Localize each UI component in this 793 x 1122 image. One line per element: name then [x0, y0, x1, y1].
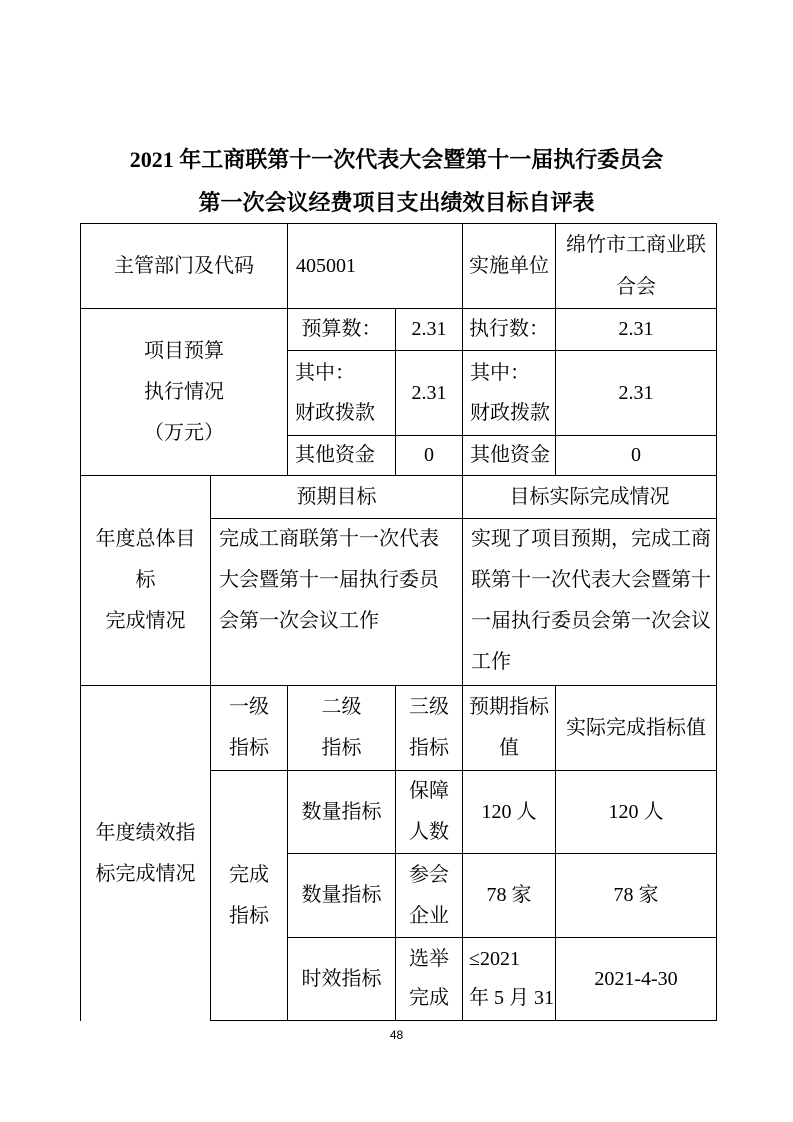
overall-goal-label-cell [80, 475, 211, 686]
actual-goal-header-cell [462, 475, 717, 519]
level2-value: 时效指标 [301, 967, 382, 990]
dept-code-cell [287, 223, 463, 309]
budget-fiscal-value: 2.31 [411, 381, 447, 404]
actual-goal-text: 实现了项目预期，完成工商联第十一次代表大会暨第十一届执行委员会第一次会议工作 [471, 528, 711, 673]
table-row [555, 770, 717, 854]
header-level1: 一级指标 [229, 696, 269, 759]
exec-row-label [462, 308, 556, 351]
expected-goal-header-cell [210, 475, 463, 519]
level2-value: 数量指标 [301, 884, 382, 906]
table-row [462, 770, 556, 854]
header-expected-cell [462, 685, 556, 771]
level3-value: 选举完成 [409, 948, 449, 1009]
impl-label: 实施单位 [469, 254, 549, 277]
exec-row-value [555, 435, 717, 476]
budget-row-label [287, 350, 396, 436]
impl-label-cell [462, 223, 556, 309]
table-row [555, 937, 717, 1021]
expected-value: ≤2021 年 5 月 31 [469, 948, 554, 1009]
overall-goal-label: 年度总体目标 完成情况 [95, 528, 196, 632]
table-row [287, 937, 396, 1021]
header-actual-cell [555, 685, 717, 771]
budget-fiscal-label: 其中： 财政拨款 [295, 362, 375, 424]
exec-row-label [462, 350, 556, 436]
table-row [462, 853, 556, 938]
table-row [395, 937, 463, 1021]
dept-label-cell [80, 223, 288, 309]
exec-other-label: 其他资金 [470, 444, 550, 466]
expected-value: 78 家 [486, 884, 532, 906]
table-row [395, 770, 463, 854]
table-row [555, 853, 717, 938]
header-level1-cell [210, 685, 288, 771]
exec-total-label: 执行数： [469, 318, 549, 340]
header-expected: 预期指标值 [469, 696, 549, 759]
budget-label-cell [80, 308, 288, 476]
header-level3-cell [395, 685, 463, 771]
table-row [395, 853, 463, 938]
level2-value: 数量指标 [301, 800, 382, 823]
budget-row-value [395, 308, 463, 351]
level3-value: 参会企业 [409, 863, 449, 927]
header-level2-cell [287, 685, 396, 771]
page-number: 48 [389, 1028, 404, 1042]
actual-value: 78 家 [613, 884, 659, 906]
budget-row-value [395, 350, 463, 436]
level1-value: 完成指标 [229, 863, 269, 927]
level3-value: 保障人数 [409, 780, 449, 843]
budget-other-value: 0 [424, 444, 434, 466]
dept-code: 405001 [296, 254, 356, 277]
expected-value: 120 人 [481, 800, 537, 823]
budget-label: 项目预算 执行情况 （万元） [144, 339, 224, 444]
actual-value: 120 人 [608, 800, 664, 823]
form-title-line-1: 2021 年工商联第十一次代表大会暨第十一届执行委员会 [129, 147, 664, 172]
expected-goal-text: 完成工商联第十一次代表大会暨第十一届执行委员会第一次会议工作 [219, 528, 439, 632]
exec-row-value [555, 308, 717, 351]
exec-other-value: 0 [631, 444, 641, 466]
budget-total-label: 预算数： [301, 318, 382, 340]
impl-unit: 绵竹市工商业联合会 [566, 234, 706, 298]
indicators-label-cell [80, 685, 211, 1021]
actual-goal-cell [462, 518, 717, 686]
header-level2: 二级指标 [321, 696, 362, 759]
exec-total-value: 2.31 [618, 318, 654, 340]
budget-total-value: 2.31 [411, 318, 447, 340]
budget-row-value [395, 435, 463, 476]
table-row [287, 853, 396, 938]
budget-row-label [287, 308, 396, 351]
table-row [462, 937, 556, 1021]
budget-row-label [287, 435, 396, 476]
exec-fiscal-label: 其中： 财政拨款 [470, 362, 550, 424]
impl-unit-cell [555, 223, 717, 309]
header-level3: 三级指标 [409, 696, 449, 759]
form-title-line-2: 第一次会议经费项目支出绩效目标自评表 [198, 190, 595, 215]
table-row [287, 770, 396, 854]
indicators-label: 年度绩效指标完成情况 [95, 821, 196, 885]
level1-cell [210, 770, 288, 1021]
exec-row-value [555, 350, 717, 436]
budget-other-label: 其他资金 [295, 444, 375, 466]
actual-goal-header: 目标实际完成情况 [509, 485, 670, 508]
exec-fiscal-value: 2.31 [618, 381, 654, 404]
exec-row-label [462, 435, 556, 476]
actual-value: 2021-4-30 [594, 967, 678, 990]
dept-label: 主管部门及代码 [114, 254, 254, 277]
expected-goal-header: 预期目标 [296, 485, 377, 508]
expected-goal-cell [210, 518, 463, 686]
header-actual: 实际完成指标值 [566, 716, 706, 739]
